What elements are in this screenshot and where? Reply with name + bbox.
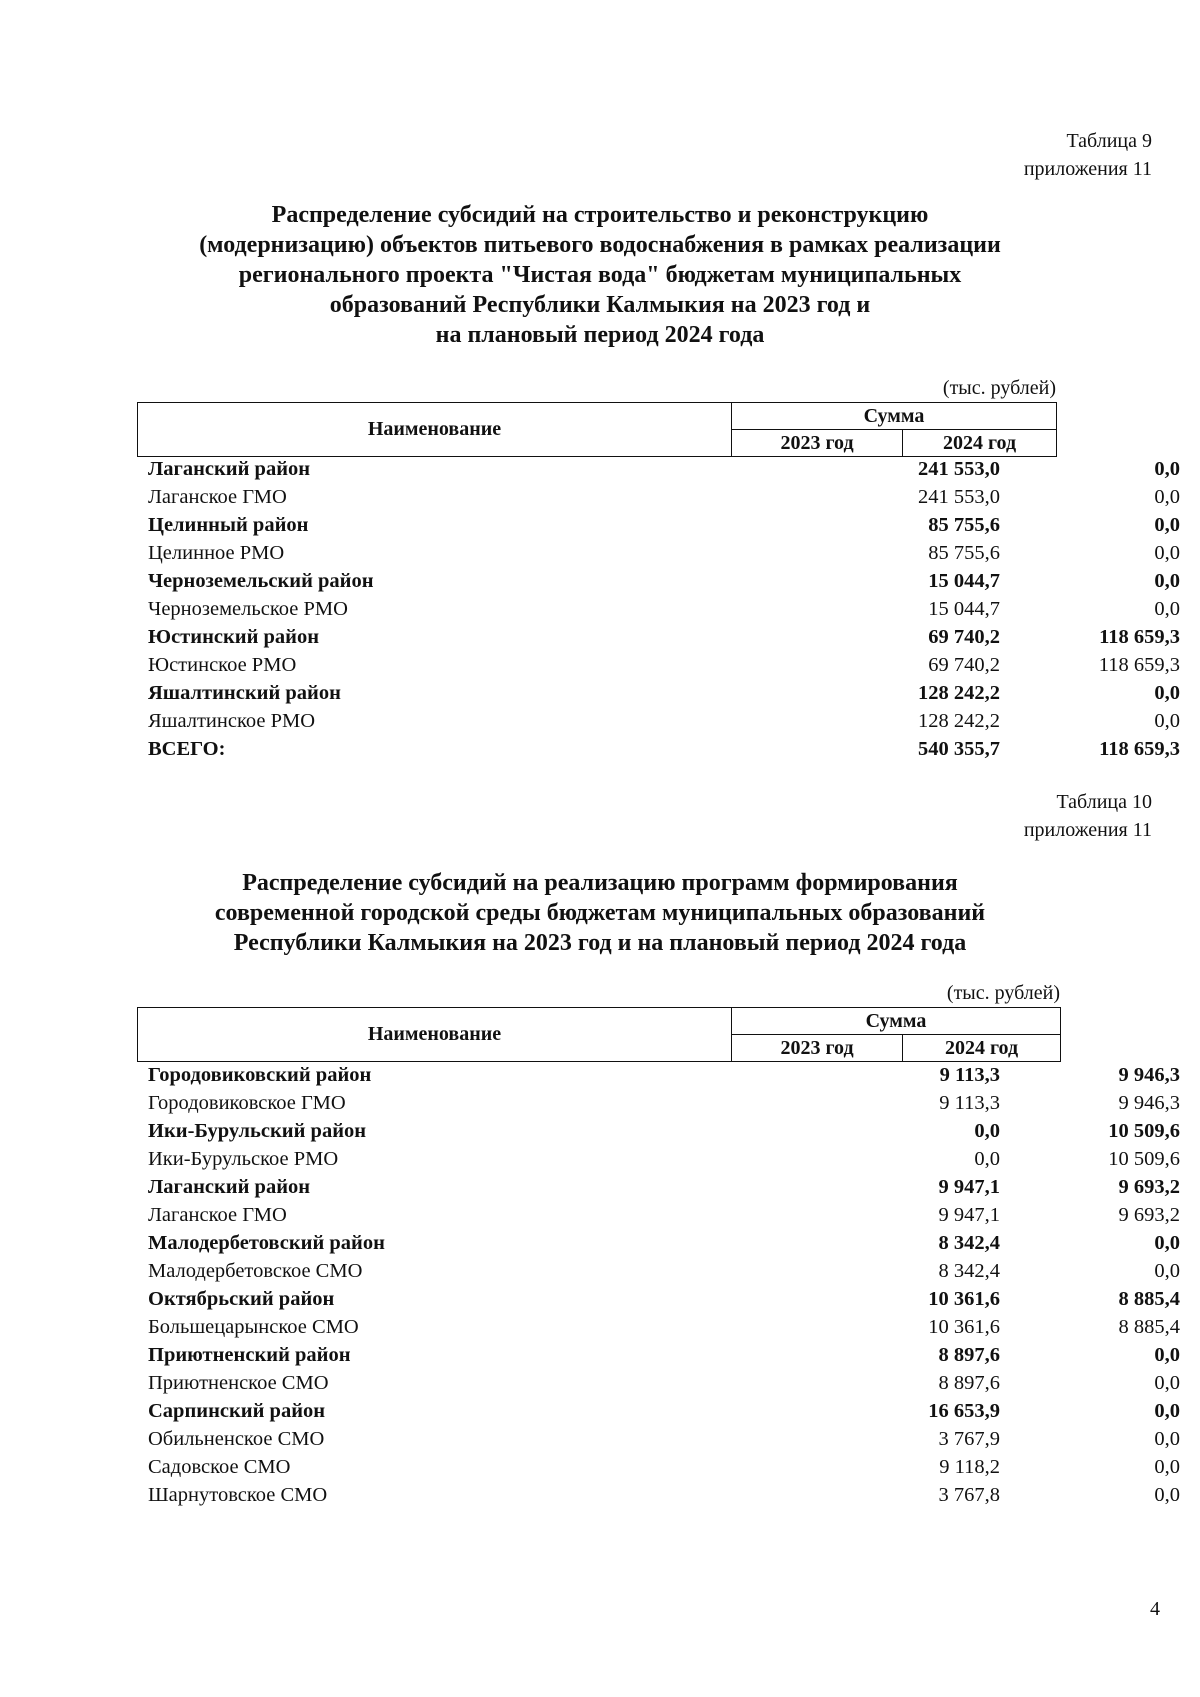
row-name: Лаганский район (148, 458, 311, 480)
row-value-2023: 9 947,1 (938, 1204, 1000, 1226)
row-value-2023: 540 355,7 (918, 738, 1000, 760)
row-value-2023: 16 653,9 (928, 1400, 1000, 1422)
row-value-2024: 9 946,3 (1118, 1064, 1180, 1086)
row-value-2023: 10 361,6 (928, 1288, 1000, 1310)
row-value-2024: 9 946,3 (1118, 1092, 1180, 1114)
row-value-2023: 241 553,0 (918, 458, 1000, 480)
row-value-2023: 69 740,2 (928, 626, 1000, 648)
table-row (148, 1061, 1180, 1089)
row-name: Лаганский район (148, 1176, 311, 1198)
table10-appendix: приложения 11 (1023, 819, 1152, 841)
table-row (148, 567, 1180, 595)
row-value-2024: 118 659,3 (1098, 654, 1180, 676)
row-name: Лаганское ГМО (148, 486, 287, 508)
table-row (148, 455, 1180, 483)
row-value-2024: 0,0 (1154, 542, 1180, 564)
row-value-2024: 9 693,2 (1118, 1204, 1180, 1226)
table9-label (1024, 127, 1152, 183)
row-value-2023: 0,0 (974, 1148, 1000, 1170)
table-row (148, 707, 1180, 735)
table9-units: (тыс. рублей) (942, 377, 1056, 399)
table-row (148, 1201, 1180, 1229)
table-row (148, 623, 1180, 651)
row-value-2024: 10 509,6 (1108, 1120, 1180, 1142)
row-value-2024: 118 659,3 (1099, 738, 1180, 760)
row-value-2023: 8 897,6 (938, 1344, 1000, 1366)
table9-title (150, 200, 1050, 350)
row-value-2024: 0,0 (1154, 1344, 1180, 1366)
column-header-2024: 2024 год (903, 1035, 1061, 1062)
row-value-2024: 0,0 (1154, 710, 1180, 732)
table-row (148, 1145, 1180, 1173)
row-name: Шарнутовское СМО (148, 1484, 328, 1506)
row-value-2024: 0,0 (1154, 1400, 1180, 1422)
row-value-2023: 8 897,6 (938, 1372, 1000, 1394)
row-value-2024: 9 693,2 (1118, 1176, 1180, 1198)
table-row (148, 1341, 1180, 1369)
row-name: Садовское СМО (148, 1456, 291, 1478)
table10-units: (тыс. рублей) (946, 982, 1060, 1004)
table-row (148, 595, 1180, 623)
row-value-2023: 15 044,7 (928, 570, 1000, 592)
row-name: Приютненский район (148, 1344, 351, 1366)
table-row (148, 1369, 1180, 1397)
row-value-2024: 118 659,3 (1099, 626, 1180, 648)
table9-body (148, 455, 1180, 763)
table-row (148, 1425, 1180, 1453)
row-value-2023: 8 342,4 (938, 1260, 1000, 1282)
row-value-2023: 9 113,3 (939, 1064, 1000, 1086)
row-value-2023: 9 113,3 (939, 1092, 1000, 1114)
row-value-2023: 241 553,0 (918, 486, 1000, 508)
row-value-2024: 0,0 (1154, 1260, 1180, 1282)
row-name: Октябрьский район (148, 1288, 335, 1310)
table-row (148, 1481, 1180, 1509)
row-name: Малодербетовское СМО (148, 1260, 363, 1282)
table9-appendix: приложения 11 (1023, 158, 1152, 180)
row-value-2024: 0,0 (1154, 514, 1180, 536)
table10-header (137, 1007, 1061, 1062)
row-value-2023: 8 342,4 (938, 1232, 1000, 1254)
column-header-2024: 2024 год (903, 430, 1057, 457)
row-value-2023: 3 767,8 (938, 1484, 1000, 1506)
table9-title-line: на плановый период 2024 года (435, 322, 765, 348)
table-row (148, 1397, 1180, 1425)
row-value-2023: 128 242,2 (918, 682, 1000, 704)
table9-number: Таблица 9 (1066, 130, 1152, 152)
column-header-name: Наименование (138, 403, 732, 457)
table-row (148, 1117, 1180, 1145)
row-value-2024: 8 885,4 (1118, 1316, 1180, 1338)
table10-title (150, 868, 1050, 958)
table9-title-line: образований Республики Калмыкия на 2023 год и (329, 292, 871, 318)
row-name: Черноземельское РМО (148, 598, 348, 620)
row-value-2024: 0,0 (1154, 458, 1180, 480)
table-row (148, 1257, 1180, 1285)
row-name: Юстинский район (148, 626, 320, 648)
row-name: Городовиковское ГМО (148, 1092, 346, 1114)
row-value-2023: 3 767,9 (938, 1428, 1000, 1450)
table-row (148, 1453, 1180, 1481)
row-name: Лаганское ГМО (148, 1204, 287, 1226)
table-row (148, 511, 1180, 539)
table-row (148, 679, 1180, 707)
column-header-sum: Сумма (732, 1008, 1061, 1035)
table-row (148, 735, 1180, 763)
table-row (148, 1173, 1180, 1201)
row-value-2024: 0,0 (1154, 1456, 1180, 1478)
table-row (148, 483, 1180, 511)
row-value-2023: 0,0 (974, 1120, 1000, 1142)
table10-title-line: Распределение субсидий на реализацию программ формирования (242, 870, 958, 896)
row-value-2024: 0,0 (1154, 598, 1180, 620)
row-value-2023: 9 947,1 (938, 1176, 1000, 1198)
table9-title-line: Распределение субсидий на строительство и реконструкцию (271, 202, 929, 228)
row-name: Юстинское РМО (148, 654, 297, 676)
table9-header (137, 402, 1057, 457)
column-header-2023: 2023 год (732, 430, 903, 457)
table9-title-line: регионального проекта "Чистая вода" бюджетам муниципальных (238, 262, 962, 288)
row-value-2023: 85 755,6 (928, 514, 1000, 536)
row-value-2024: 0,0 (1154, 570, 1180, 592)
row-name: Малодербетовский район (148, 1232, 385, 1254)
row-value-2024: 0,0 (1154, 1372, 1180, 1394)
table10-body (148, 1061, 1180, 1509)
table10-title-line: Республики Калмыкия на 2023 год и на плановый период 2024 года (233, 930, 967, 956)
row-name: Яшалтинский район (148, 682, 341, 704)
table9-title-line: (модернизацию) объектов питьевого водоснабжения в рамках реализации (199, 232, 1001, 258)
row-value-2024: 0,0 (1154, 486, 1180, 508)
row-value-2024: 0,0 (1154, 1232, 1180, 1254)
row-value-2024: 0,0 (1154, 1428, 1180, 1450)
row-name: Ики-Бурульский район (148, 1120, 367, 1142)
table-row (148, 1313, 1180, 1341)
row-value-2023: 9 118,2 (939, 1456, 1000, 1478)
row-name: Ики-Бурульское РМО (148, 1148, 339, 1170)
row-value-2024: 10 509,6 (1108, 1148, 1180, 1170)
row-value-2023: 10 361,6 (928, 1316, 1000, 1338)
row-name: Городовиковский район (148, 1064, 372, 1086)
row-name: ВСЕГО: (148, 738, 226, 760)
page-number: 4 (1150, 1598, 1160, 1620)
column-header-2023: 2023 год (732, 1035, 903, 1062)
table10-number: Таблица 10 (1056, 791, 1152, 813)
row-name: Целинный район (148, 514, 309, 536)
row-name: Большецарынское СМО (148, 1316, 359, 1338)
table-row (148, 651, 1180, 679)
table-row (148, 1285, 1180, 1313)
table10-label (1024, 788, 1152, 844)
column-header-name: Наименование (138, 1008, 732, 1062)
table-row (148, 1229, 1180, 1257)
row-name: Обильненское СМО (148, 1428, 325, 1450)
row-value-2023: 69 740,2 (928, 654, 1000, 676)
row-value-2023: 85 755,6 (928, 542, 1000, 564)
row-value-2024: 0,0 (1154, 1484, 1180, 1506)
row-name: Сарпинский район (148, 1400, 326, 1422)
row-name: Черноземельский район (148, 570, 374, 592)
table10-title-line: современной городской среды бюджетам муниципальных образований (214, 900, 986, 926)
column-header-sum: Сумма (732, 403, 1057, 430)
row-value-2023: 15 044,7 (928, 598, 1000, 620)
row-name: Целинное РМО (148, 542, 285, 564)
row-name: Яшалтинское РМО (148, 710, 316, 732)
table-row (148, 539, 1180, 567)
table-row (148, 1089, 1180, 1117)
row-value-2024: 8 885,4 (1118, 1288, 1180, 1310)
row-name: Приютненское СМО (148, 1372, 329, 1394)
row-value-2023: 128 242,2 (918, 710, 1000, 732)
row-value-2024: 0,0 (1154, 682, 1180, 704)
